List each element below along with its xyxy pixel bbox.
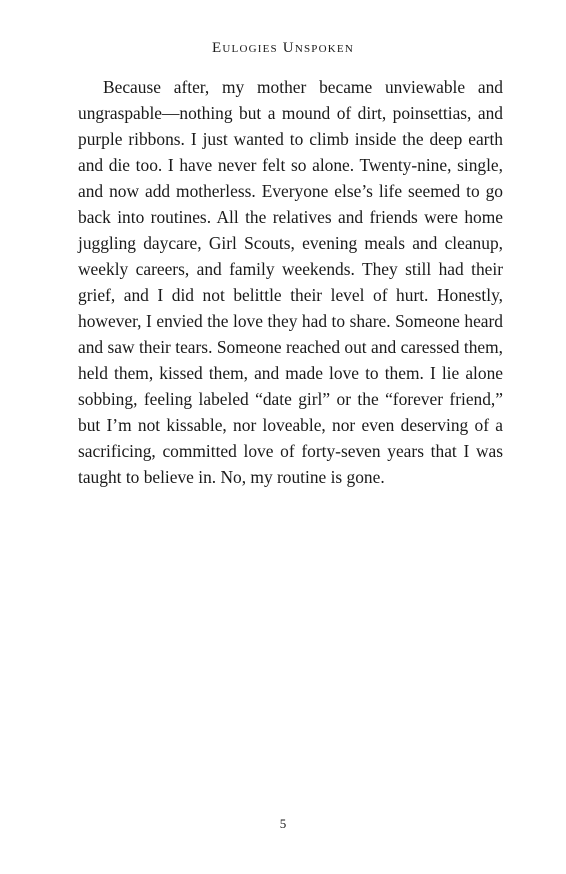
running-head: Eulogies Unspoken [212,40,354,56]
body-paragraph: Because after, my mother became unviewable and ungraspable—nothing but a mound of dirt, poinsettias, and purple ribbons. I just wanted to climb inside the deep earth and die too. I have never felt so alone. Twenty-nine, single, and now add motherless. Everyone else’s life seemed to go back into routines. All the relatives and friends were home juggling daycare, Girl Scouts, evening meals and cleanup, weekly careers, and family weekends. They still had their grief, and I did not belittle their level of hurt. Honestly, however, I envied the love they had to share. Someone heard and saw their tears. Someone reached out and caressed them, held them, kissed them, and made love to them. I lie alone sobbing, feeling labeled “date girl” or the “forever friend,” but I’m not kissable, nor loveable, nor even deserving of a sacrificing, committed love of forty-seven years that I was taught to believe in. No, my routine is gone. [78,77,503,487]
page-number: 5 [279,816,287,831]
